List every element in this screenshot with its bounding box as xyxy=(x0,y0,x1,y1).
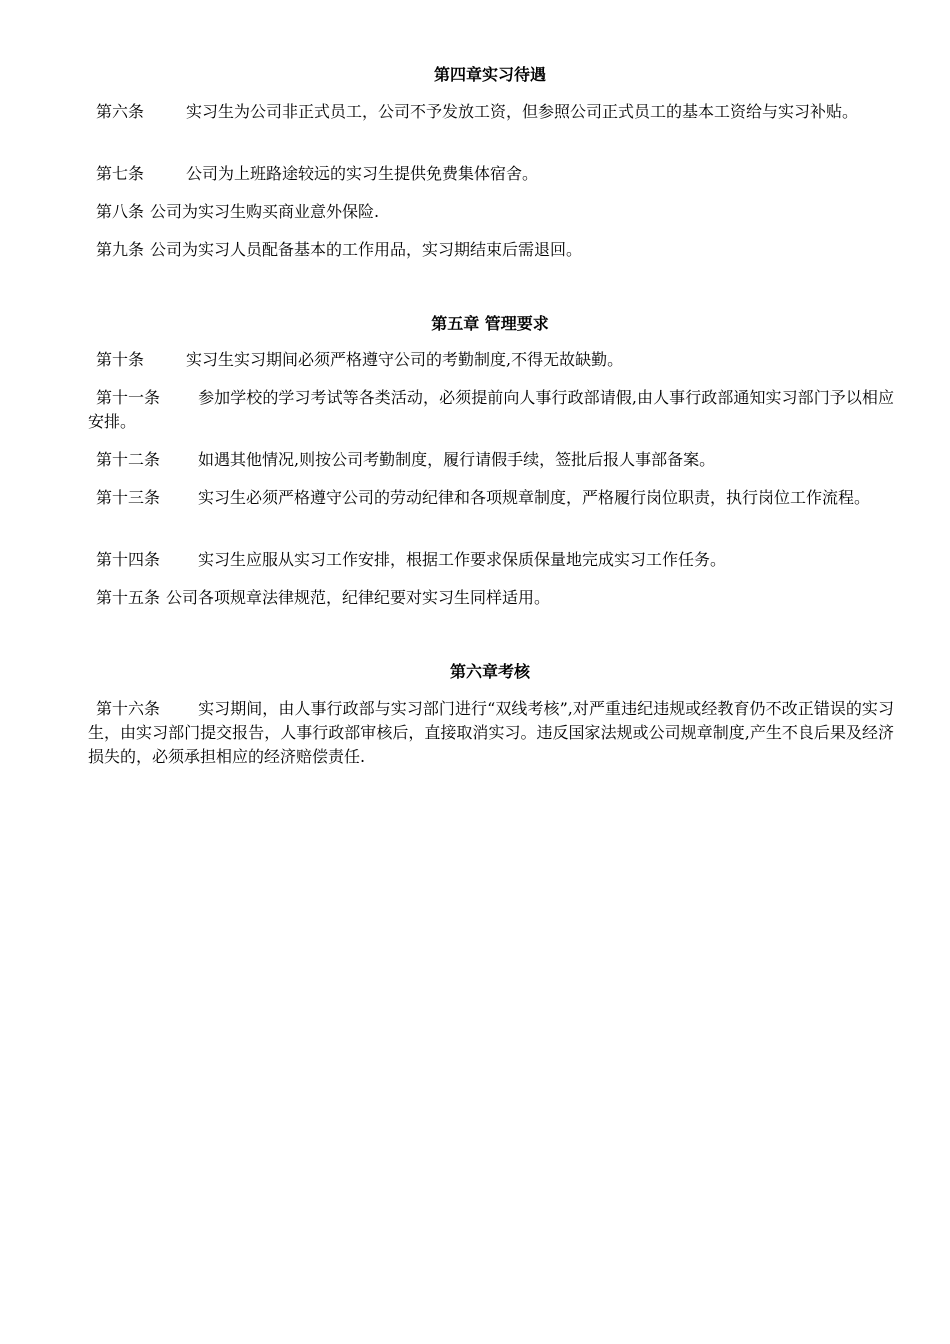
article-12-number: 第十二条 xyxy=(96,450,161,469)
article-13-number: 第十三条 xyxy=(96,488,161,507)
article-6 xyxy=(88,100,894,124)
chapter-6-title: 第六章考核 xyxy=(449,662,530,681)
article-16 xyxy=(88,697,894,769)
article-9-number: 第九条 xyxy=(96,240,145,259)
article-9 xyxy=(88,238,894,262)
article-10-text: 实习生实习期间必须严格遵守公司的考勤制度,不得无故缺勤。 xyxy=(186,350,624,369)
article-11 xyxy=(88,386,894,434)
article-12-text: 如遇其他情况,则按公司考勤制度，履行请假手续，签批后报人事部备案。 xyxy=(198,450,716,469)
article-7 xyxy=(88,162,894,186)
chapter-5-title: 第五章 管理要求 xyxy=(431,314,549,333)
article-10-number: 第十条 xyxy=(96,350,145,369)
article-9-text: 公司为实习人员配备基本的工作用品，实习期结束后需退回。 xyxy=(150,240,583,259)
article-11-text: 参加学校的学习考试等各类活动，必须提前向人事行政部请假,由人事行政部通知实习部门予以相应安排。 xyxy=(88,388,894,431)
article-13 xyxy=(88,486,894,510)
chapter-4-title: 第四章实习待遇 xyxy=(433,65,546,84)
article-15-number: 第十五条 xyxy=(96,588,161,607)
article-14-number: 第十四条 xyxy=(96,550,161,569)
article-16-text: 实习期间，由人事行政部与实习部门进行“双线考核”,对严重违纪违规或经教育仍不改正错误的实习生，由实习部门提交报告，人事行政部审核后，直接取消实习。违反国家法规或公司规章制度,产生不良后果及经济损失的，必须承担相应的经济赔偿责任. xyxy=(88,699,894,766)
article-8-text: 公司为实习生购买商业意外保险. xyxy=(150,202,380,221)
article-15 xyxy=(88,586,894,610)
article-8 xyxy=(88,200,894,224)
article-16-number: 第十六条 xyxy=(96,699,161,718)
article-7-text: 公司为上班路途较远的实习生提供免费集体宿舍。 xyxy=(186,164,539,183)
article-12 xyxy=(88,448,894,472)
article-11-number: 第十一条 xyxy=(96,388,161,407)
article-15-text: 公司各项规章法律规范，纪律纪要对实习生同样适用。 xyxy=(166,588,551,607)
article-8-number: 第八条 xyxy=(96,202,145,221)
article-6-text: 实习生为公司非正式员工，公司不予发放工资，但参照公司正式员工的基本工资给与实习补贴。 xyxy=(186,102,859,121)
article-10 xyxy=(88,348,894,372)
article-13-text: 实习生必须严格遵守公司的劳动纪律和各项规章制度，严格履行岗位职责，执行岗位工作流程。 xyxy=(198,488,871,507)
article-7-number: 第七条 xyxy=(96,164,145,183)
article-6-number: 第六条 xyxy=(96,102,145,121)
article-14 xyxy=(88,548,894,572)
article-14-text: 实习生应服从实习工作安排，根据工作要求保质保量地完成实习工作任务。 xyxy=(198,550,727,569)
